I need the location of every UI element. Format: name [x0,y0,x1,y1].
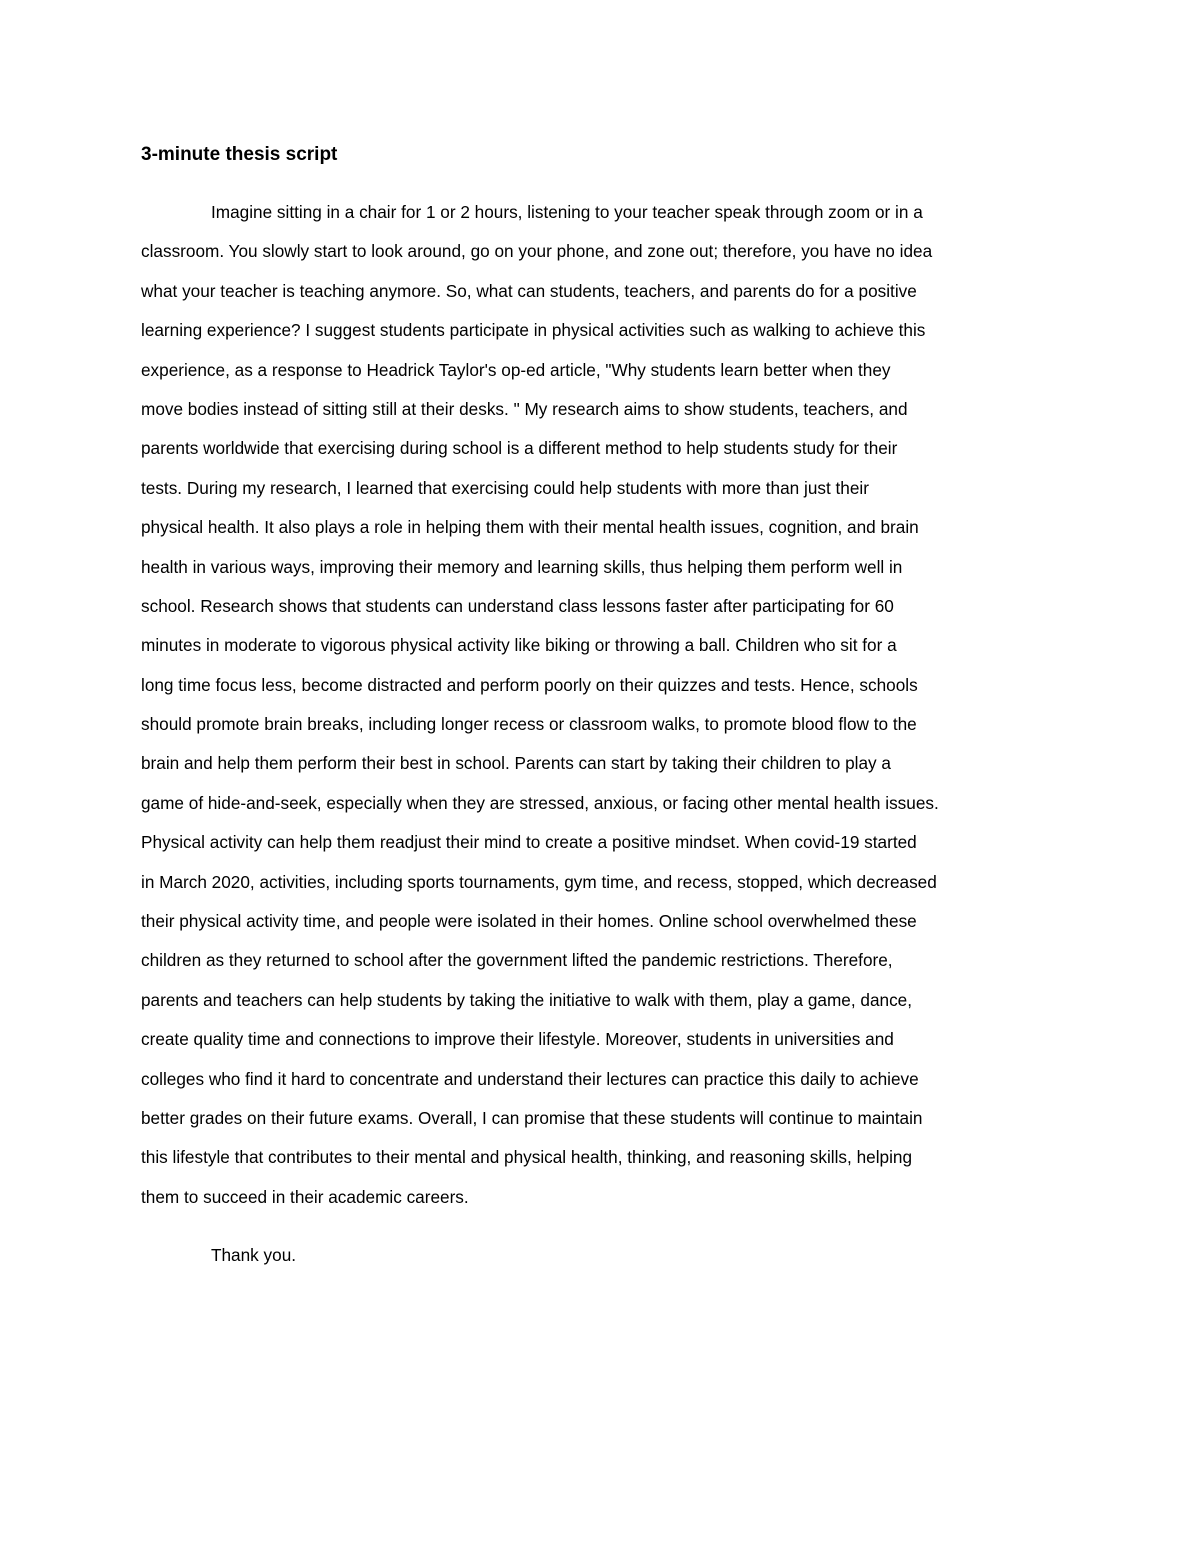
paragraph-line: experience, as a response to Headrick Taylor's op-ed article, "Why students learn better when they [141,359,891,380]
paragraph-line: in March 2020, activities, including sports tournaments, gym time, and recess, stopped, which decreased [141,871,937,892]
paragraph-line: children as they returned to school after the government lifted the pandemic restrictions. Therefore, [141,950,893,971]
paragraph-line: physical health. It also plays a role in helping them with their mental health issues, cognition, and brain [141,517,919,538]
body-paragraph [141,200,1061,1224]
document-title: 3-minute thesis script [141,144,338,165]
paragraph-line: what your teacher is teaching anymore. So, what can students, teachers, and parents do for a positive [141,280,917,301]
paragraph-line: long time focus less, become distracted and perform poorly on their quizzes and tests. Hence, schools [141,674,918,695]
paragraph-line: school. Research shows that students can understand class lessons faster after participating for 60 [141,595,894,616]
paragraph-line: parents and teachers can help students by taking the initiative to walk with them, play a game, dance, [141,989,913,1010]
paragraph-line: should promote brain breaks, including longer recess or classroom walks, to promote blood flow to the [141,714,917,735]
paragraph-line: brain and help them perform their best in school. Parents can start by taking their children to play a [141,753,891,774]
paragraph-line: game of hide-and-seek, especially when they are stressed, anxious, or facing other mental health issues. [141,792,939,813]
paragraph-line: Imagine sitting in a chair for 1 or 2 hours, listening to your teacher speak through zoom or in a [211,202,923,222]
paragraph-line: this lifestyle that contributes to their mental and physical health, thinking, and reasoning skills, helping [141,1147,913,1168]
closing-text: Thank you. [211,1245,297,1265]
paragraph-line: colleges who find it hard to concentrate and understand their lectures can practice this daily to achieve [141,1068,919,1089]
paragraph-line: minutes in moderate to vigorous physical activity like biking or throwing a ball. Children who sit for a [141,635,897,656]
paragraph-line: classroom. You slowly start to look around, go on your phone, and zone out; therefore, you have no idea [141,241,933,262]
paragraph-line: better grades on their future exams. Overall, I can promise that these students will continue to maintain [141,1107,923,1128]
paragraph-line: Physical activity can help them readjust their mind to create a positive mindset. When covid-19 started [141,832,917,853]
paragraph-line: health in various ways, improving their memory and learning skills, thus helping them perform well in [141,556,903,577]
paragraph-line: create quality time and connections to improve their lifestyle. Moreover, students in universities and [141,1029,894,1050]
paragraph-line: them to succeed in their academic careers. [141,1186,469,1207]
paragraph-line: tests. During my research, I learned that exercising could help students with more than just their [141,477,869,498]
paragraph-line: move bodies instead of sitting still at their desks. " My research aims to show students, teachers, and [141,398,908,419]
paragraph-line: their physical activity time, and people were isolated in their homes. Online school overwhelmed these [141,911,917,932]
paragraph-line: parents worldwide that exercising during school is a different method to help students study for their [141,438,898,459]
paragraph-line: learning experience? I suggest students participate in physical activities such as walking to achieve this [141,320,926,341]
